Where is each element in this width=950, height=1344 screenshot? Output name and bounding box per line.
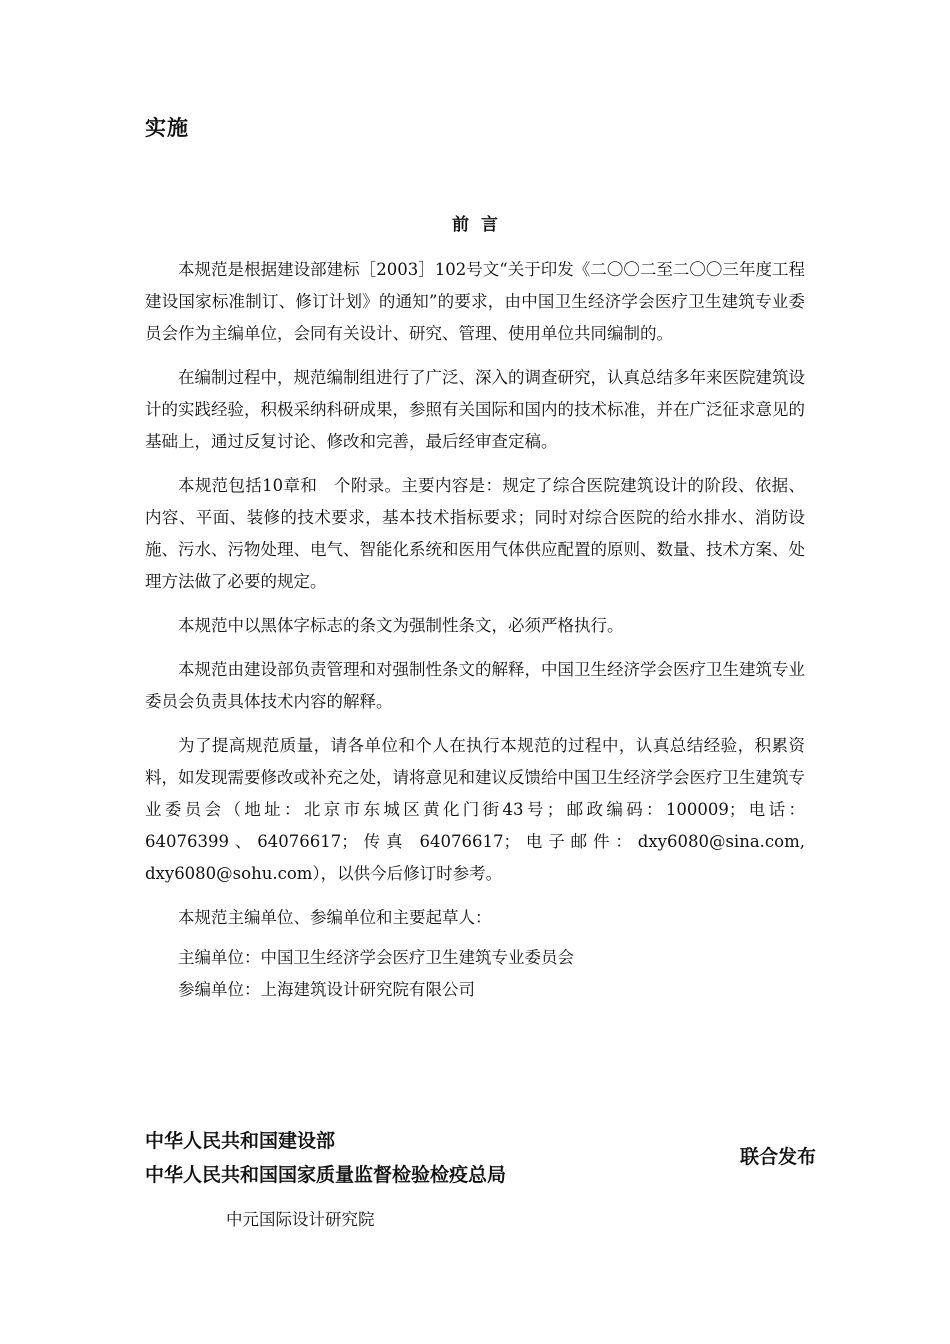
preface-paragraph: 本规范主编单位、参编单位和主要起草人： bbox=[178, 908, 492, 927]
chief-unit: 主编单位：中国卫生经济学会医疗卫生建筑专业委员会 bbox=[178, 948, 574, 967]
footer-organization: 中元国际设计研究院 bbox=[226, 1210, 375, 1229]
issuer-ministry: 中华人民共和国建设部 bbox=[145, 1130, 336, 1152]
preface-paragraph: 本规范是根据建设部建标［2003］102号文“关于印发《二〇〇二至二〇〇三年度工程建设国家标准制订、修订计划》的通知”的要求，由中国卫生经济学会医疗卫生建筑专业委员会作为主编单位，会同有关设计、研究、管理、使用单位共同编制的。 bbox=[145, 260, 805, 343]
joint-release-label: 联合发布 bbox=[740, 1146, 817, 1168]
preface-body bbox=[145, 254, 805, 1006]
preface-title: 前言 bbox=[452, 215, 510, 235]
participating-unit: 参编单位：上海建筑设计研究院有限公司 bbox=[178, 980, 475, 999]
issuer-aqsiq: 中华人民共和国国家质量监督检验检疫总局 bbox=[145, 1164, 507, 1186]
unit-list bbox=[145, 942, 805, 1006]
preface-paragraph: 本规范包括10章和 个附录。主要内容是：规定了综合医院建筑设计的阶段、依据、内容、平面、装修的技术要求，基本技术指标要求；同时对综合医院的给水排水、消防设施、污水、污物处理、电气、智能化系统和医用气体供应配置的原则、数量、技术方案、处理方法做了必要的规定。 bbox=[145, 476, 805, 591]
preface-paragraph: 本规范中以黑体字标志的条文为强制性条文，必须严格执行。 bbox=[178, 616, 624, 635]
issuing-authorities bbox=[145, 1124, 506, 1192]
preface-paragraph: 在编制过程中，规范编制组进行了广泛、深入的调查研究，认真总结多年来医院建筑设计的实践经验，积极采纳科研成果，参照有关国际和国内的技术标准，并在广泛征求意见的基础上，通过反复讨论、修改和完善，最后经审查定稿。 bbox=[145, 368, 805, 451]
preface-paragraph: 为了提高规范质量，请各单位和个人在执行本规范的过程中，认真总结经验，积累资料，如发现需要修改或补充之处，请将意见和建议反馈给中国卫生经济学会医疗卫生建筑专业委员会（地址：北京市东城区黄化门街43号；邮政编码：100009；电话：64076399、64076617；传真 64076617；电子邮件：dxy6080@sina.com, dxy6080@sohu.com），以供今后修订时参考。 bbox=[145, 736, 805, 883]
top-heading: 实施 bbox=[145, 116, 189, 140]
preface-paragraph: 本规范由建设部负责管理和对强制性条文的解释，中国卫生经济学会医疗卫生建筑专业委员会负责具体技术内容的解释。 bbox=[145, 660, 805, 711]
